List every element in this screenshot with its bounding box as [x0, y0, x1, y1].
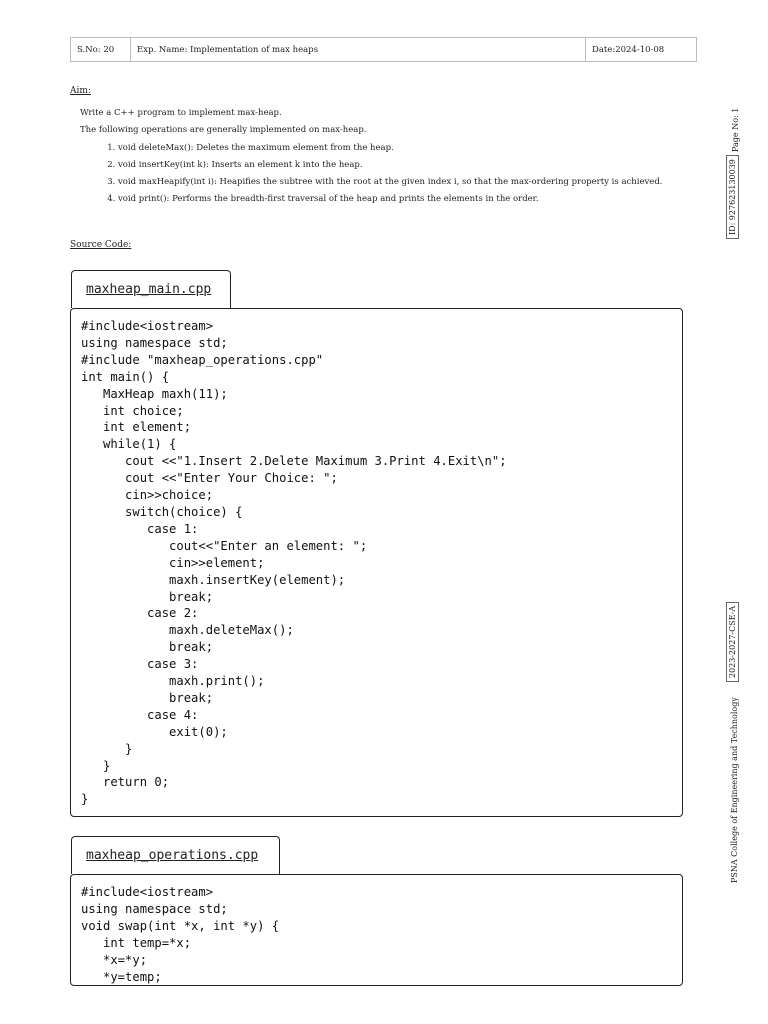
- aim-heading: Aim:: [70, 86, 91, 96]
- code-text: #include<iostream> using namespace std; void swap(int *x, int *y) { int temp=*x; *x=*y; *y=temp;: [81, 885, 280, 984]
- college-name: PSNA College of Engineering and Technology: [730, 697, 739, 883]
- aim-line-1: Write a C++ program to implement max-heap.: [80, 108, 282, 118]
- batch-label: 2023-2027-CSE-A: [726, 602, 739, 682]
- operation-item: 1. void deleteMax(): Deletes the maximum element from the heap.: [118, 140, 698, 157]
- experiment-date: Date:2024-10-08: [592, 44, 665, 55]
- aim-line-2: The following operations are generally implemented on max-heap.: [80, 125, 367, 135]
- operation-item: 2. void insertKey(int k): Inserts an element k into the heap.: [118, 157, 698, 174]
- batch-box: [728, 602, 737, 682]
- code-text: #include<iostream> using namespace std; #include "maxheap_operations.cpp" int main() { MaxHeap maxh(11); int choice; int element; while(1) { cout <<"1.Insert 2.Delete Maximum 3.Print 4.Exit\n"; cout <<"Enter Your Choice: "; cin>>choice; switch(choice) { case 1: cout<<"Enter an element: "; cin>>element; maxh.insertKey(element); break; case 2: maxh.deleteMax(); break; case 3: maxh.print(); break; case 4: exit(0); } } return 0; }: [81, 319, 507, 807]
- student-id: ID: 927623130039: [726, 155, 739, 239]
- code-block-maxheap-main: [70, 308, 683, 817]
- operation-item: 4. void print(): Performs the breadth-first traversal of the heap and prints the elements in the order.: [118, 191, 698, 208]
- file-tab-maxheap-operations: maxheap_operations.cpp: [71, 836, 280, 874]
- page-number: Page No: 1: [731, 107, 740, 152]
- header-table: [70, 37, 697, 62]
- operation-item: 3. void maxHeapify(int i): Heapifies the subtree with the root at the given index i, so that the max-ordering property is achieved.: [118, 174, 698, 191]
- student-id-box: [728, 155, 737, 239]
- experiment-name: Exp. Name: Implementation of max heaps: [131, 38, 586, 61]
- code-block-maxheap-operations: [70, 874, 683, 986]
- serial-number: S.No: 20: [71, 38, 131, 61]
- source-code-heading: Source Code:: [70, 240, 132, 250]
- operations-list: [80, 140, 698, 208]
- file-tab-maxheap-main: maxheap_main.cpp: [71, 270, 231, 308]
